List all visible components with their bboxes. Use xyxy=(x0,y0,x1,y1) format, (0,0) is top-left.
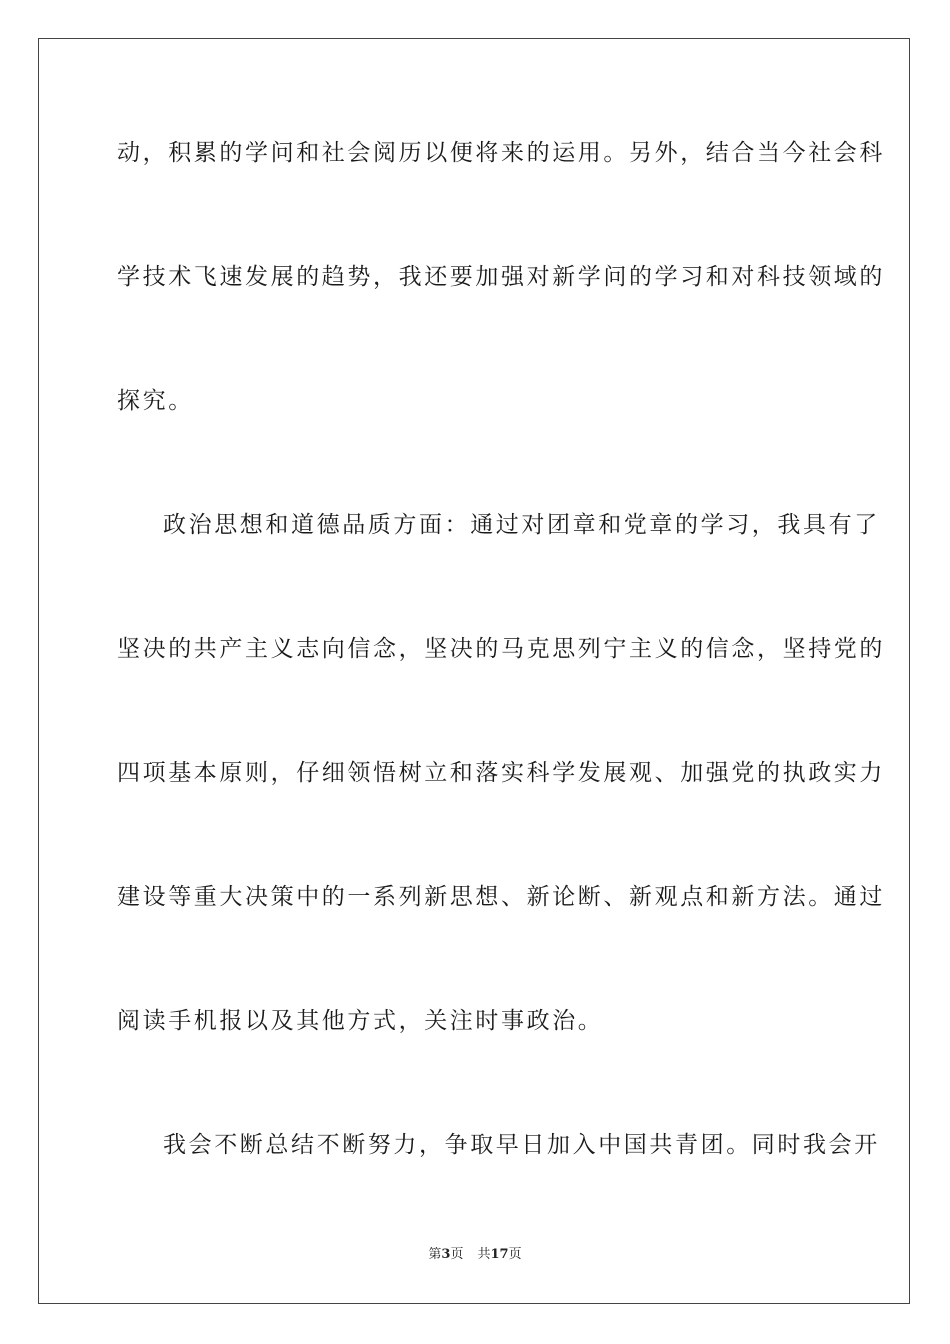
body-line-2: 学技术飞速发展的趋势，我还要加强对新学问的学习和对科技领域的 xyxy=(117,264,885,290)
body-line-5: 坚决的共产主义志向信念，坚决的马克思列宁主义的信念，坚持党的 xyxy=(117,636,885,662)
body-line-7: 建设等重大决策中的一系列新思想、新论断、新观点和新方法。通过 xyxy=(117,884,885,910)
page-number: 3 xyxy=(441,1247,451,1262)
body-line-3: 探究。 xyxy=(117,388,194,414)
total-pages: 17 xyxy=(490,1247,509,1262)
total-prefix: 共 xyxy=(477,1247,491,1262)
paragraph-start-line-9: 我会不断总结不断努力，争取早日加入中国共青团。同时我会开 xyxy=(163,1132,880,1158)
page-footer xyxy=(0,1246,950,1264)
total-suffix: 页 xyxy=(508,1247,522,1262)
page-border xyxy=(38,38,910,1304)
body-line-6: 四项基本原则，仔细领悟树立和落实科学发展观、加强党的执政实力 xyxy=(117,760,885,786)
body-line-8: 阅读手机报以及其他方式，关注时事政治。 xyxy=(117,1008,604,1034)
page-prefix: 第 xyxy=(428,1247,442,1262)
paragraph-start-line-4: 政治思想和道德品质方面：通过对团章和党章的学习，我具有了 xyxy=(163,512,880,538)
page-suffix: 页 xyxy=(450,1247,464,1262)
body-line-1: 动，积累的学问和社会阅历以便将来的运用。另外，结合当今社会科 xyxy=(117,140,885,166)
